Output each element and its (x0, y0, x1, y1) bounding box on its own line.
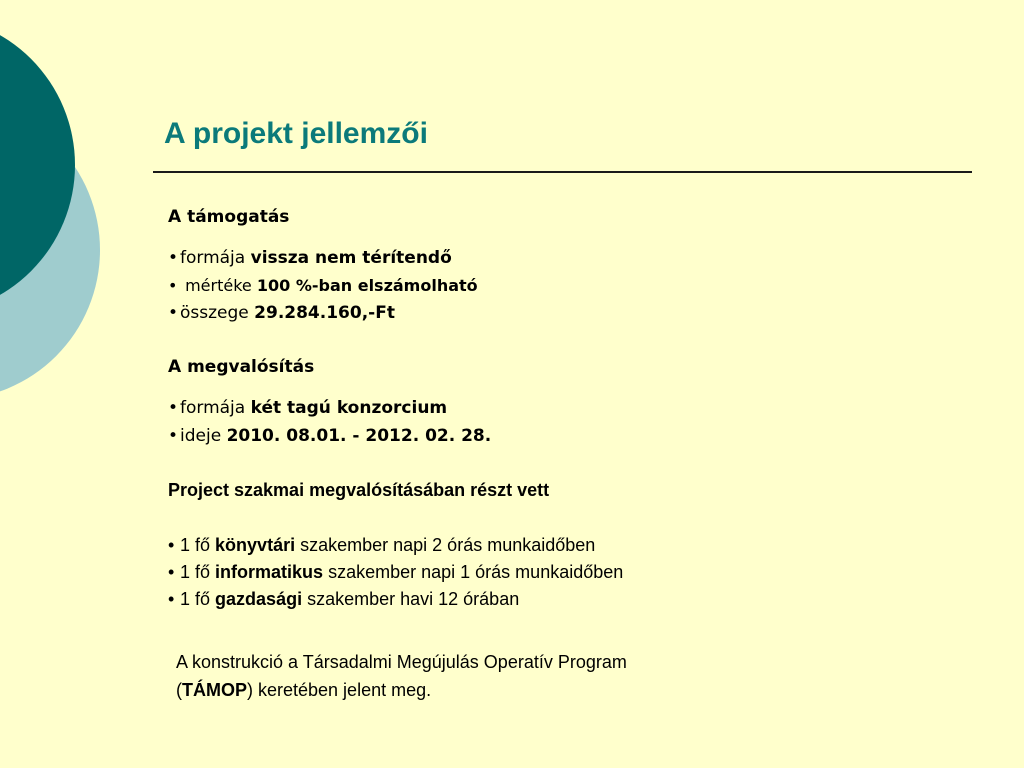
bullet-icon: • (168, 535, 175, 555)
implementation-item: • ideje 2010. 08.01. - 2012. 02. 28. (168, 426, 492, 446)
participant-item: • 1 fő könyvtári szakember napi 2 órás munkaidőben (168, 535, 596, 555)
bullet-icon: • (168, 589, 175, 609)
support-heading: A támogatás (168, 207, 290, 227)
bullet-icon: • (168, 426, 179, 446)
bullet-icon: • (168, 276, 178, 295)
page-title: A projekt jellemzői (164, 117, 428, 150)
bullet-icon: • (168, 303, 179, 323)
bullet-icon: • (168, 562, 175, 582)
footer-note (176, 648, 627, 704)
program-acronym: TÁMOP (182, 680, 247, 700)
participant-item: • 1 fő gazdasági szakember havi 12 órában (168, 589, 520, 609)
footer-line-2: (TÁMOP) keretében jelent meg. (176, 680, 432, 700)
implementation-item: • formája két tagú konzorcium (168, 398, 448, 418)
bullet-icon: • (168, 248, 179, 268)
implementation-heading: A megvalósítás (168, 357, 315, 377)
support-item: • összege 29.284.160,-Ft (168, 303, 395, 323)
participant-item: • 1 fő informatikus szakember napi 1 órás munkaidőben (168, 562, 624, 582)
support-item: • formája vissza nem térítendő (168, 248, 452, 268)
bullet-icon: • (168, 398, 179, 418)
support-item: • mértéke 100 %-ban elszámolható (168, 276, 478, 295)
participants-heading: Project szakmai megvalósításában részt vett (168, 480, 550, 500)
footer-line-1: A konstrukció a Társadalmi Megújulás Operatív Program (176, 652, 627, 672)
title-divider (153, 171, 972, 173)
